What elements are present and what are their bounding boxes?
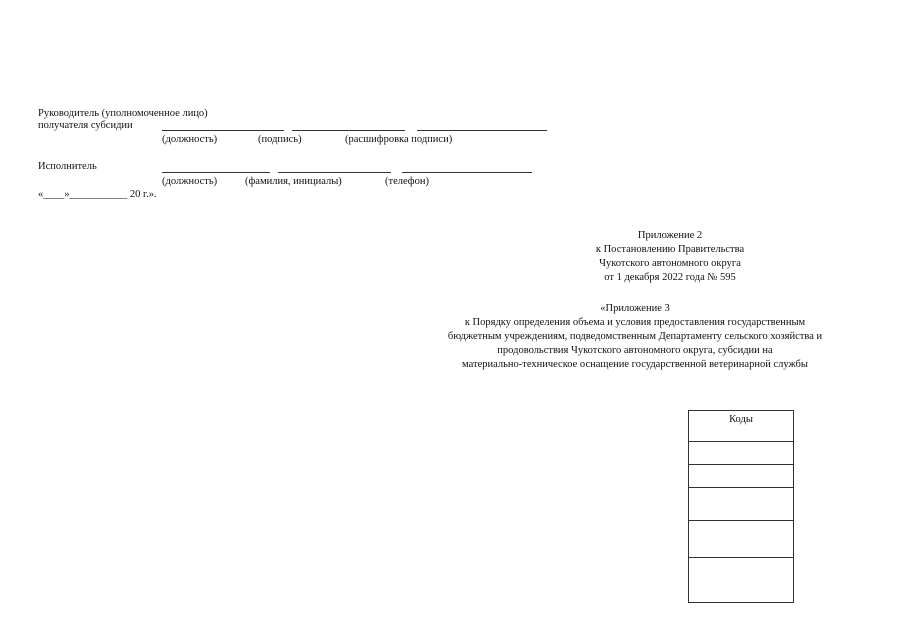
codes-row-4[interactable] — [689, 520, 793, 557]
executor-label: Исполнитель — [38, 161, 97, 172]
signature-line — [292, 130, 405, 131]
caption-executor-position: (должность) — [162, 176, 218, 187]
caption-position: (должность) — [162, 134, 218, 145]
executor-position-line — [162, 172, 270, 173]
appendix3-line3: бюджетным учреждениям, подведомственным Департаменту сельского хозяйства и — [447, 331, 823, 342]
appendix2-line2: к Постановлению Правительства — [595, 244, 745, 255]
codes-row-2[interactable] — [689, 464, 793, 487]
appendix3-line2: к Порядку определения объема и условия предоставления государственным — [464, 317, 806, 328]
appendix3-line1: «Приложение 3 — [600, 303, 670, 314]
head-title-line2: получателя субсидии — [38, 120, 133, 131]
caption-executor-phone: (телефон) — [385, 176, 429, 187]
appendix2-line3: Чукотского автономного округа — [599, 258, 741, 269]
head-title-line1: Руководитель (уполномоченное лицо) — [38, 108, 208, 119]
appendix2-line4: от 1 декабря 2022 года № 595 — [604, 272, 736, 283]
caption-signature: (подпись) — [258, 134, 302, 145]
caption-executor-name: (фамилия, инициалы) — [245, 176, 342, 187]
executor-name-line — [278, 172, 391, 173]
appendix3-line4: продовольствия Чукотского автономного округа, субсидии на — [497, 345, 773, 356]
appendix3-line5: материально-техническое оснащение государственной ветеринарной службы — [462, 359, 808, 370]
codes-row-5[interactable] — [689, 557, 793, 602]
signature-decode-line — [417, 130, 547, 131]
executor-phone-line — [402, 172, 532, 173]
appendix2-line1: Приложение 2 — [637, 230, 703, 241]
codes-row-3[interactable] — [689, 487, 793, 520]
codes-header: Коды — [729, 414, 753, 425]
caption-signature-decode: (расшифровка подписи) — [345, 134, 453, 145]
position-signature-line — [162, 130, 284, 131]
codes-table — [688, 410, 794, 603]
date-line: «____»___________ 20 г.». — [38, 189, 157, 200]
codes-row-1[interactable] — [689, 441, 793, 464]
